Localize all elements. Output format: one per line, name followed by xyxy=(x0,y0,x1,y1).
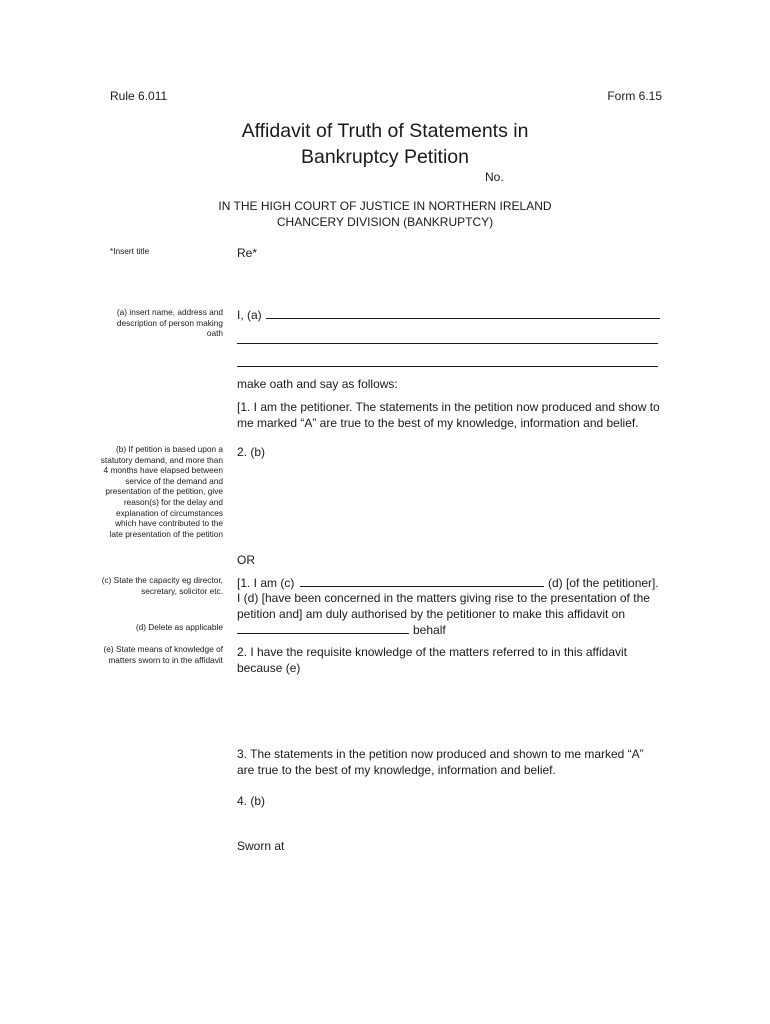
note-a: (a) insert name, address and description of person making oath xyxy=(116,307,223,339)
paragraph-3: 3. The statements in the petition now produced and shown to me marked “A” are true to the best of my knowledge, information and belief. xyxy=(237,747,644,777)
note-e: (e) State means of knowledge of matters sworn to in the affidavit xyxy=(103,644,223,665)
form-title-line-2: Bankruptcy Petition xyxy=(300,146,469,168)
capacity-line[interactable] xyxy=(300,586,544,587)
form-number: Form 6.15 xyxy=(607,89,662,103)
form-title-line-1: Affidavit of Truth of Statements in xyxy=(241,120,529,142)
paragraph-2-alt: 2. I have the requisite knowledge of the matters referred to in this affidavit because (e) xyxy=(237,645,627,675)
case-number-label: No. xyxy=(485,170,504,184)
alt1-end: (d) [of the petitioner]. xyxy=(548,576,659,590)
behalf-label: behalf xyxy=(413,623,446,637)
sworn-at-label: Sworn at xyxy=(237,839,285,853)
alt1-line-3: petition and] am duly authorised by the petitioner to make this affidavit on xyxy=(237,607,626,621)
rule-number: Rule 6.011 xyxy=(110,89,168,103)
alt1-start: [1. I am (c) xyxy=(237,576,295,590)
paragraph-4: 4. (b) xyxy=(237,794,266,808)
alt1-line-2: I (d) [have been concerned in the matters giving rise to the presentation of the xyxy=(237,591,650,605)
make-oath-text: make oath and say as follows: xyxy=(237,377,398,391)
deponent-line-2[interactable] xyxy=(237,343,658,344)
re-label: Re* xyxy=(237,246,258,260)
court-name: IN THE HIGH COURT OF JUSTICE IN NORTHERN IRELAND xyxy=(218,199,552,213)
deponent-line-3[interactable] xyxy=(237,366,658,367)
note-d: (d) Delete as applicable xyxy=(135,622,223,632)
deponent-line-1[interactable] xyxy=(266,318,660,319)
note-insert-title: *Insert title xyxy=(110,246,150,256)
paragraph-2b: 2. (b) xyxy=(237,445,266,459)
note-c: (c) State the capacity eg director, secretary, solicitor etc. xyxy=(101,575,223,596)
note-b: (b) If petition is based upon a statutory demand, and more than 4 months have elapsed between service of the demand and presentation of the petition, give reason(s) for the delay and explanation of circumstances which have contributed to the late presentation of the petition xyxy=(100,444,223,539)
behalf-line[interactable] xyxy=(237,633,409,634)
deponent-label: I, (a) xyxy=(237,308,262,322)
paragraph-1: [1. I am the petitioner. The statements in the petition now produced and show to me marked “A” are true to the best of my knowledge, information and belief. xyxy=(237,400,660,430)
court-division: CHANCERY DIVISION (BANKRUPTCY) xyxy=(276,215,494,229)
or-label: OR xyxy=(237,553,255,567)
